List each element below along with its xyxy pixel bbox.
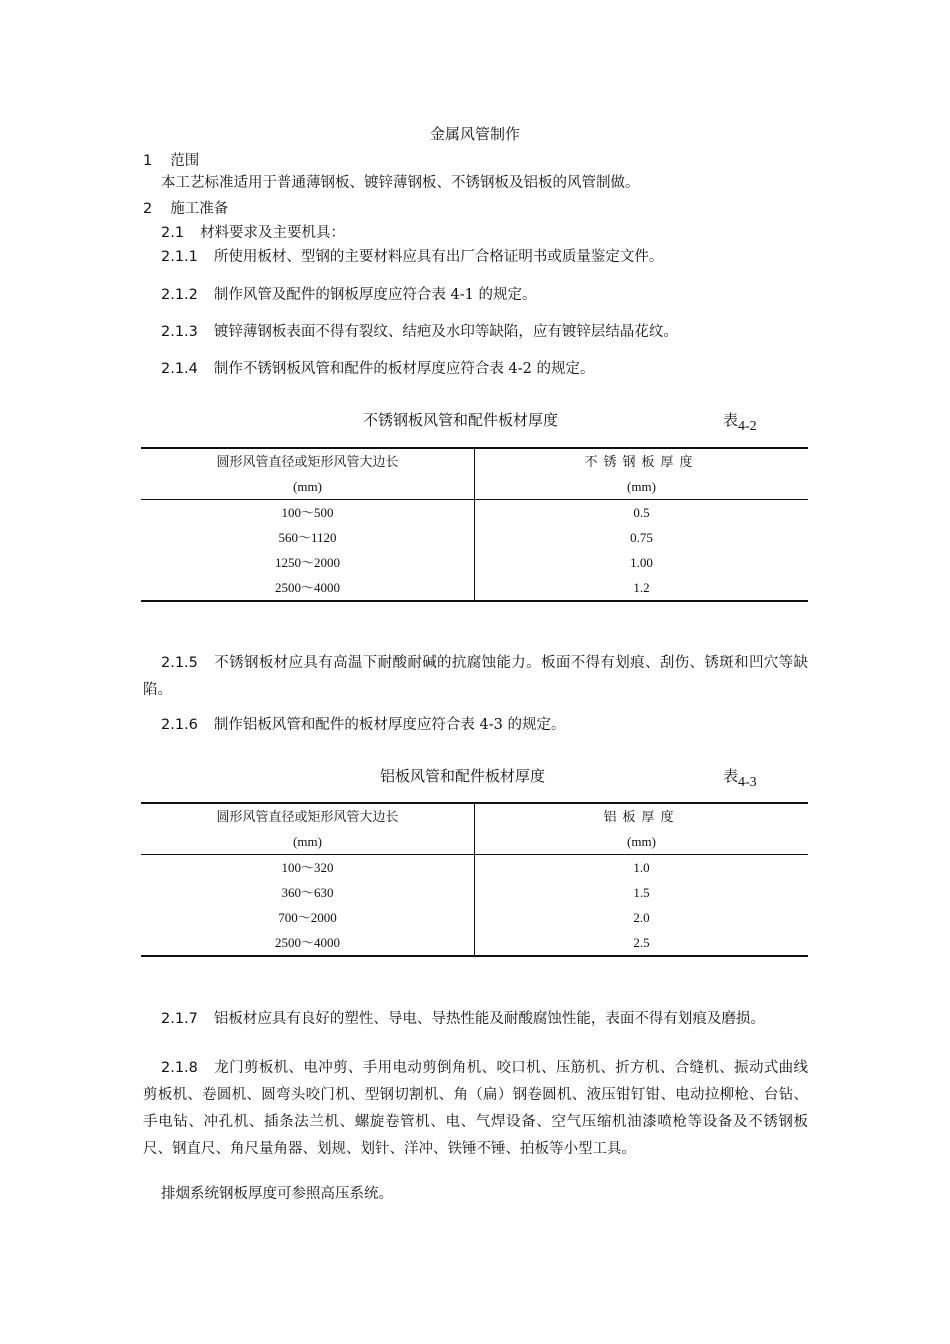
section-number: 1 xyxy=(143,153,153,169)
column-unit-thickness: (mm) xyxy=(475,829,809,855)
table-4-2-label xyxy=(723,409,757,435)
note-text: 排烟系统钢板厚度可参照高压系统。 xyxy=(161,1186,393,1202)
column-unit-size: (mm) xyxy=(141,474,475,500)
clause-number: 2.1.8 xyxy=(161,1060,198,1076)
section-1-text: 本工艺标准适用于普通薄钢板、镀锌薄钢板、不锈钢板及铝板的风管制做。 xyxy=(161,175,640,191)
table-label-prefix: 表 xyxy=(723,767,739,785)
clause-2-1-7 xyxy=(143,1006,808,1033)
table-row xyxy=(141,575,808,601)
table-label-number: 4-3 xyxy=(738,775,757,790)
section-title: 施工准备 xyxy=(170,201,229,217)
clause-number: 2.1.4 xyxy=(161,361,198,377)
column-unit-thickness: (mm) xyxy=(475,474,809,500)
table-row xyxy=(141,905,808,930)
column-unit-size: (mm) xyxy=(141,829,475,855)
document-title: 金属风管制作 xyxy=(429,125,520,143)
cell-thickness: 2.0 xyxy=(633,910,650,925)
cell-thickness: 1.00 xyxy=(630,555,653,570)
table-row xyxy=(141,550,808,575)
column-header-size: 圆形风管直径或矩形风管大边长 xyxy=(141,448,475,474)
cell-size: 2500～4000 xyxy=(141,930,475,956)
clause-number: 2.1.5 xyxy=(161,655,198,671)
section-1-heading xyxy=(143,149,199,170)
table-4-2-caption: 不锈钢板风管和配件板材厚度 xyxy=(363,411,559,429)
clause-text: 不锈钢板材应具有高温下耐酸耐碱的抗腐蚀能力。板面不得有划痕、刮伤、锈斑和凹穴等缺陷。 xyxy=(143,655,808,698)
cell-size: 360～630 xyxy=(141,880,475,905)
clause-2-1-3 xyxy=(161,320,678,345)
table-row xyxy=(141,855,808,881)
cell-size: 100～320 xyxy=(141,855,475,881)
cell-thickness: 0.75 xyxy=(630,530,653,545)
clause-text: 制作铝板风管和配件的板材厚度应符合表 4-3 的规定。 xyxy=(213,717,566,733)
clause-text: 铝板材应具有良好的塑性、导电、导热性能及耐酸腐蚀性能，表面不得有划痕及磨损。 xyxy=(213,1011,765,1027)
table-label-number: 4-2 xyxy=(738,419,757,434)
clause-2-1-5 xyxy=(143,650,808,704)
table-row xyxy=(141,525,808,550)
cell-thickness: 0.5 xyxy=(633,505,650,520)
cell-size: 100～500 xyxy=(141,500,475,526)
clause-2-1 xyxy=(161,221,345,246)
table-4-3-label xyxy=(723,765,757,791)
clause-number: 2.1.7 xyxy=(161,1011,198,1027)
clause-number: 2.1.6 xyxy=(161,717,198,733)
table-4-2 xyxy=(141,447,808,602)
column-header-thickness: 铝板厚度 xyxy=(475,803,809,829)
cell-size: 700～2000 xyxy=(141,905,475,930)
table-row xyxy=(141,500,808,526)
column-header-size: 圆形风管直径或矩形风管大边长 xyxy=(141,803,475,829)
section-title: 范围 xyxy=(170,153,200,169)
column-header-thickness: 不锈钢板厚度 xyxy=(475,448,809,474)
cell-thickness: 1.0 xyxy=(633,860,650,875)
table-4-3-caption: 铝板风管和配件板材厚度 xyxy=(380,767,546,785)
clause-text: 制作风管及配件的钢板厚度应符合表 4-1 的规定。 xyxy=(213,287,537,303)
clause-number: 2.1.3 xyxy=(161,324,198,340)
clause-text: 龙门剪板机、电冲剪、手用电动剪倒角机、咬口机、压筋机、折方机、合缝机、振动式曲线剪板机、卷圆机、圆弯头咬门机、型钢切割机、角（扁）钢卷圆机、液压钳钉钳、电动拉柳枪、台钻、手电钻、冲孔机、插条法兰机、螺旋卷管机、电、气焊设备、空气压缩机油漆喷枪等设备及不锈钢板尺、钢直尺、角尺量角器、划规、划针、洋冲、铁锤不锤、拍板等小型工具。 xyxy=(143,1060,808,1157)
cell-thickness: 1.5 xyxy=(633,885,650,900)
cell-size: 2500～4000 xyxy=(141,575,475,601)
cell-size: 560～1120 xyxy=(141,525,475,550)
table-row xyxy=(141,930,808,956)
table-4-3 xyxy=(141,802,808,957)
clause-number: 2.1.2 xyxy=(161,287,198,303)
clause-number: 2.1.1 xyxy=(161,249,198,265)
table-row xyxy=(141,880,808,905)
clause-2-1-2 xyxy=(161,283,536,308)
clause-text: 材料要求及主要机具： xyxy=(200,225,346,241)
cell-thickness: 2.5 xyxy=(475,930,809,956)
section-number: 2 xyxy=(143,201,153,217)
clause-2-1-4 xyxy=(161,357,594,382)
clause-text: 制作不锈钢板风管和配件的板材厚度应符合表 4-2 的规定。 xyxy=(213,361,595,377)
clause-2-1-6 xyxy=(161,713,565,738)
clause-number: 2.1 xyxy=(161,225,185,241)
section-2-heading xyxy=(143,197,228,218)
cell-size: 1250～2000 xyxy=(141,550,475,575)
clause-text: 镀锌薄钢板表面不得有裂纹、结疤及水印等缺陷，应有镀锌层结晶花纹。 xyxy=(213,324,678,340)
cell-thickness: 1.2 xyxy=(475,575,809,601)
clause-2-1-1 xyxy=(161,245,663,270)
clause-text: 所使用板材、型钢的主要材料应具有出厂合格证明书或质量鉴定文件。 xyxy=(213,249,664,265)
table-label-prefix: 表 xyxy=(723,411,739,429)
clause-2-1-8 xyxy=(143,1055,808,1163)
